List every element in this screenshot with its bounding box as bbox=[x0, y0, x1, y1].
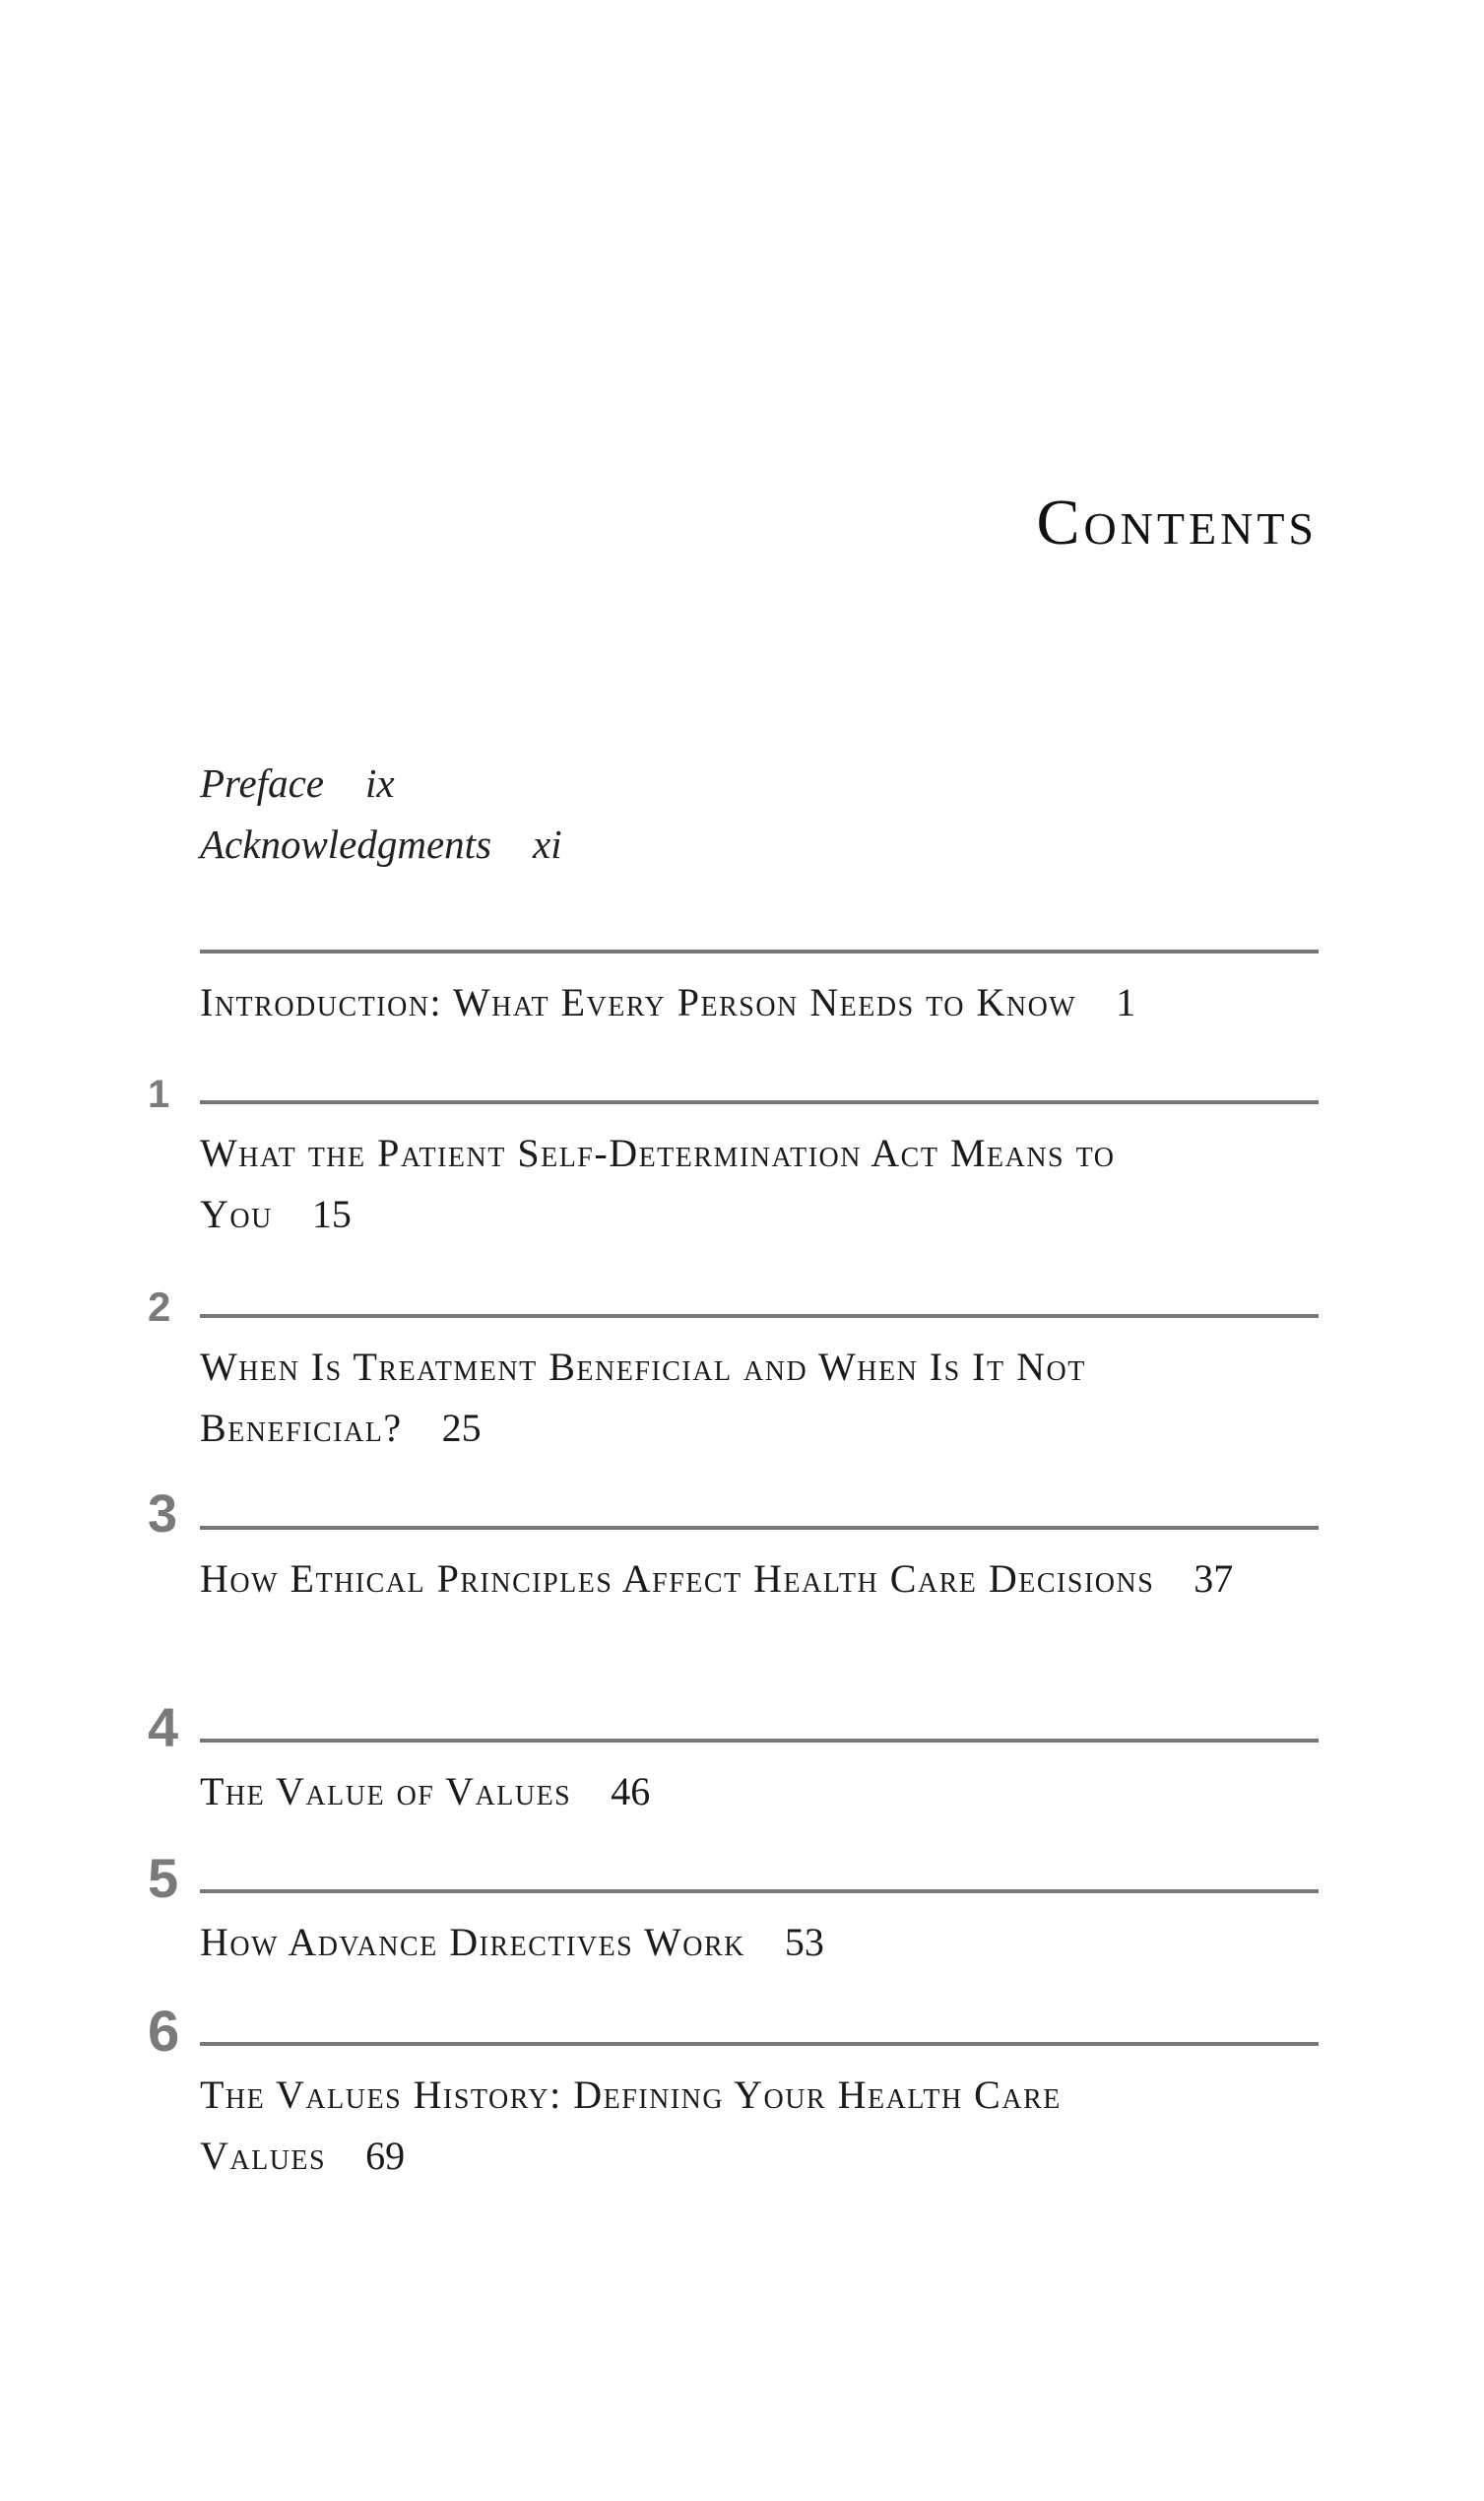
page-title: Contents bbox=[1036, 487, 1318, 559]
section-rule bbox=[200, 1889, 1319, 1893]
chapter-title-text: How Advance Directives Work bbox=[200, 1920, 745, 1964]
chapter-title bbox=[200, 1123, 1244, 1245]
front-matter-label: Acknowledgments bbox=[200, 822, 492, 867]
chapter-page-number: 53 bbox=[784, 1920, 824, 1964]
chapter-title-text: The Value of Values bbox=[200, 1769, 572, 1813]
chapter-page-number: 69 bbox=[365, 2134, 406, 2178]
chapter-number: 5 bbox=[148, 1847, 179, 1909]
chapter-title bbox=[200, 1548, 1244, 1610]
chapter-page-number: 1 bbox=[1116, 980, 1136, 1024]
section-rule bbox=[200, 1739, 1319, 1743]
chapter-title bbox=[200, 1337, 1244, 1459]
chapter-title-text: When Is Treatment Beneficial and When Is It Not Beneficial? bbox=[200, 1345, 1086, 1450]
chapter-number: 4 bbox=[148, 1696, 179, 1758]
chapter-title-text: How Ethical Principles Affect Health Care Decisions bbox=[200, 1556, 1155, 1601]
chapter-number: 1 bbox=[148, 1073, 170, 1116]
chapter-title bbox=[200, 1912, 1244, 1973]
chapter-page-number: 25 bbox=[441, 1406, 482, 1450]
chapter-page-number: 15 bbox=[311, 1192, 352, 1236]
front-matter-label: Preface bbox=[200, 760, 324, 806]
chapter-number: 2 bbox=[148, 1283, 171, 1330]
section-rule bbox=[200, 1526, 1319, 1530]
chapter-number: 6 bbox=[148, 2000, 180, 2064]
chapter-title-text: Introduction: What Every Person Needs to Know bbox=[200, 980, 1077, 1024]
section-rule bbox=[200, 1100, 1319, 1104]
section-rule bbox=[200, 950, 1319, 954]
chapter-page-number: 37 bbox=[1194, 1556, 1234, 1601]
section-rule bbox=[200, 1314, 1319, 1318]
chapter-title bbox=[200, 972, 1244, 1033]
chapter-title bbox=[200, 1761, 1244, 1822]
chapter-title bbox=[200, 2065, 1244, 2187]
section-rule bbox=[200, 2042, 1319, 2046]
front-matter-page: ix bbox=[364, 760, 395, 806]
chapter-number: 3 bbox=[148, 1484, 178, 1544]
chapter-title-text: What the Patient Self-Determination Act Means to You bbox=[200, 1131, 1116, 1236]
chapter-page-number: 46 bbox=[611, 1769, 651, 1813]
front-matter-page: xi bbox=[533, 822, 562, 867]
chapter-title-text: The Values History: Defining Your Health Care Values bbox=[200, 2073, 1062, 2178]
